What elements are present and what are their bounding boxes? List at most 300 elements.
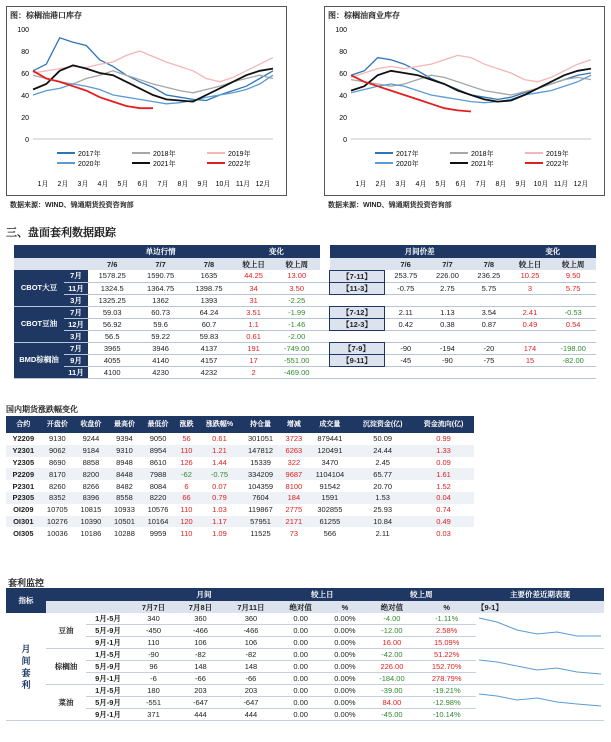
month-label: 7月 xyxy=(64,270,88,282)
futures-cell: Y2209 xyxy=(12,434,35,444)
price-cell: 1590.75 xyxy=(147,271,175,281)
product-label: CBOT大豆 xyxy=(14,270,64,306)
futures-cell: 15339 xyxy=(250,457,271,467)
x-tick-label: 2月 xyxy=(375,181,387,188)
futures-cell: 0.07 xyxy=(212,481,227,491)
week-change: -749.00 xyxy=(284,343,310,353)
x-tick-label: 3月 xyxy=(77,181,89,188)
date-header: 7/8 xyxy=(483,259,495,269)
futures-cell: 56 xyxy=(182,434,191,444)
arb-cell: -466 xyxy=(243,626,259,635)
x-tick-label: 11月 xyxy=(235,181,251,188)
legend-label: 2017年 xyxy=(396,151,419,158)
futures-cell: 8610 xyxy=(149,457,167,467)
futures-cell: 10288 xyxy=(114,528,135,538)
arb-cell: -82 xyxy=(195,650,206,659)
futures-cell: 10186 xyxy=(80,528,102,538)
futures-cell: OI305 xyxy=(13,528,34,538)
price-cell: 59.6 xyxy=(153,319,168,329)
futures-title: 国内期货涨跌幅变化 xyxy=(6,405,78,414)
x-tick-label: 8月 xyxy=(177,181,189,188)
product-label: 豆油 xyxy=(58,626,74,635)
day-change: 2 xyxy=(251,367,256,377)
arb-cell: -450 xyxy=(145,626,161,635)
spread-day-change xyxy=(510,330,551,342)
blank xyxy=(46,601,130,613)
futures-cell: 11525 xyxy=(250,528,271,538)
chart-source: 数据来源：WIND、锦通期货投资咨询部 xyxy=(10,202,134,209)
futures-cell: 147812 xyxy=(248,446,274,456)
futures-cell: Y2301 xyxy=(12,446,35,456)
price-cell: 4137 xyxy=(200,343,218,353)
arb-cell: -66 xyxy=(245,674,257,683)
day-pct: 0.00% xyxy=(334,626,356,635)
futures-cell: Y2305 xyxy=(12,457,35,467)
arb-cell: -551 xyxy=(145,698,161,707)
gap xyxy=(320,270,330,282)
day-abs: 0.00 xyxy=(293,662,308,671)
month-label: 12月 xyxy=(64,318,88,330)
futures-cell: 61255 xyxy=(319,516,341,526)
futures-header: 合约 xyxy=(6,416,41,433)
futures-cell: 6 xyxy=(184,481,189,491)
legend-label: 2018年 xyxy=(153,151,176,158)
week-abs: -4.00 xyxy=(383,614,401,623)
date-header: 7/8 xyxy=(203,259,215,269)
futures-cell: 110 xyxy=(180,505,193,515)
date-header: 7/7 xyxy=(155,259,166,269)
futures-cell: 110 xyxy=(180,528,193,538)
day-change: 3.51 xyxy=(246,307,261,317)
product-label: 菜油 xyxy=(58,698,74,707)
futures-cell: 73 xyxy=(289,528,299,538)
futures-cell: -62 xyxy=(181,469,192,479)
x-tick-label: 5月 xyxy=(117,181,129,188)
price-cell: 64.24 xyxy=(199,307,219,317)
price-cell: 4232 xyxy=(200,367,218,377)
futures-cell: 119867 xyxy=(248,505,273,515)
abs-header: 绝对值 xyxy=(289,602,312,612)
legend-label: 2018年 xyxy=(471,151,494,158)
day-abs: 0.00 xyxy=(293,650,308,659)
section-title: 三、盘面套利数据跟踪 xyxy=(6,227,116,239)
futures-cell: 25.93 xyxy=(373,505,393,515)
futures-cell: 10933 xyxy=(114,505,135,515)
futures-cell: 9959 xyxy=(149,528,167,538)
chart-title: 图：棕榈油商业库存 xyxy=(328,11,400,20)
arb-cell: -82 xyxy=(245,650,257,659)
price-cell: 59.83 xyxy=(199,331,219,341)
month-label: 7月 xyxy=(64,342,88,354)
futures-cell: 0.74 xyxy=(436,505,451,515)
week-pct: -12.98% xyxy=(432,698,461,707)
period-label: 9月-1月 xyxy=(95,674,121,683)
futures-header: 增减 xyxy=(280,416,307,433)
futures-cell: OI209 xyxy=(13,505,34,515)
futures-cell: 8396 xyxy=(82,493,100,503)
legend-label: 2021年 xyxy=(153,161,176,168)
arb-cell: 106 xyxy=(194,638,207,647)
month-label: 3月 xyxy=(64,294,88,306)
week-change: 3.50 xyxy=(289,283,305,293)
month-label: 7月 xyxy=(64,306,88,318)
futures-cell: 120491 xyxy=(317,446,343,456)
spread-cell: -20 xyxy=(483,343,495,353)
spread-cell xyxy=(384,294,426,306)
price-cell: 60.7 xyxy=(201,319,217,329)
futures-cell: 8954 xyxy=(149,446,167,456)
price-cell: 1398.75 xyxy=(195,283,223,293)
futures-cell: 24.44 xyxy=(373,446,393,456)
gap xyxy=(320,306,330,318)
spread-cell xyxy=(384,366,426,378)
price-cell: 1325.25 xyxy=(98,295,126,305)
price-cell: 1393 xyxy=(200,295,218,305)
trend-header: 主要价差近期表现 xyxy=(476,588,604,601)
period-label: 5月-9月 xyxy=(95,698,121,707)
arb-table-wrap xyxy=(6,588,604,721)
day-change: 44.25 xyxy=(244,271,263,281)
spread-cell xyxy=(468,366,509,378)
day-abs: 0.00 xyxy=(293,626,308,635)
single-header: 单边行情 xyxy=(88,245,233,258)
arb-cell: 96 xyxy=(149,662,158,671)
spread-cell: -90 xyxy=(442,355,453,365)
spread-cell: -194 xyxy=(439,343,455,353)
week-pct: 278.79% xyxy=(431,674,462,683)
futures-cell: 7988 xyxy=(149,469,167,479)
futures-cell: 8690 xyxy=(49,457,66,467)
pct-header: % xyxy=(341,602,349,612)
arb-cell: 360 xyxy=(244,614,258,623)
week-change: -1.99 xyxy=(288,307,306,317)
futures-cell: 0.04 xyxy=(436,493,451,503)
futures-header: 资金流向(亿) xyxy=(413,416,474,433)
product-label: CBOT豆油 xyxy=(14,306,64,342)
futures-cell: 0.79 xyxy=(212,493,227,503)
price-cell: 4140 xyxy=(152,355,169,365)
y-tick-label: 60 xyxy=(21,71,29,78)
futures-cell: 3470 xyxy=(321,457,339,467)
y-tick-label: 80 xyxy=(21,49,29,56)
x-tick-label: 11月 xyxy=(553,181,569,188)
arb-cell: 444 xyxy=(194,710,207,719)
x-tick-label: 4月 xyxy=(415,181,427,188)
day-abs: 0.00 xyxy=(293,638,308,647)
x-tick-label: 6月 xyxy=(137,181,149,188)
gap xyxy=(320,258,330,270)
week-change: 13.00 xyxy=(287,271,307,281)
spread-cell: -75 xyxy=(483,355,495,365)
spread-day-change: 10.25 xyxy=(520,271,540,281)
spread-cell xyxy=(468,330,509,342)
price-cell: 1635 xyxy=(200,271,218,281)
week-pct: 51.22% xyxy=(433,650,460,659)
futures-cell: 1.33 xyxy=(436,446,451,456)
sparkline-path xyxy=(479,660,601,674)
arb-cell: -66 xyxy=(195,674,206,683)
spread-cell: 2.75 xyxy=(440,283,455,293)
chart-source: 数据来源：WIND、锦通期货投资咨询部 xyxy=(328,202,452,209)
week-pct: 2.58% xyxy=(436,626,458,635)
y-tick-label: 100 xyxy=(335,27,347,34)
arb-cell: 110 xyxy=(147,638,160,647)
price-cell: 4100 xyxy=(103,367,121,377)
x-tick-label: 8月 xyxy=(495,181,507,188)
spread-day-change: 174 xyxy=(523,343,537,353)
futures-cell: 302855 xyxy=(317,505,343,515)
spread-week-change: 9.50 xyxy=(565,271,581,281)
day-abs: 0.00 xyxy=(293,710,308,719)
legend-label: 2017年 xyxy=(78,151,101,158)
x-tick-label: 1月 xyxy=(355,181,367,188)
legend-label: 2021年 xyxy=(471,161,494,168)
chart-title: 图：棕榈油港口库存 xyxy=(10,11,82,20)
y-tick-label: 40 xyxy=(21,93,29,100)
futures-cell: 91542 xyxy=(319,481,341,491)
futures-cell: 10815 xyxy=(80,505,102,515)
vs-prev-day: 较上日 xyxy=(518,259,542,269)
spread-week-change xyxy=(550,366,596,378)
spread-table xyxy=(14,245,596,379)
arb-cell: 371 xyxy=(147,710,160,719)
spread-cell: 2.11 xyxy=(398,307,413,317)
y-tick-label: 0 xyxy=(25,137,29,144)
futures-cell: 1.52 xyxy=(436,481,451,491)
day-pct: 0.00% xyxy=(334,662,356,671)
spread-label xyxy=(330,294,385,306)
y-tick-label: 100 xyxy=(17,27,29,34)
futures-cell: 1.21 xyxy=(212,446,227,456)
spread-cell xyxy=(427,330,468,342)
spread-week-change: -82.00 xyxy=(562,355,584,365)
spread-cell xyxy=(468,294,509,306)
futures-cell: 322 xyxy=(287,457,301,467)
blank-header xyxy=(46,588,130,601)
futures-header: 沉淀资金(亿) xyxy=(352,416,413,433)
futures-cell: 334209 xyxy=(248,469,274,479)
futures-header: 最低价 xyxy=(141,416,175,433)
spread-cell: -45 xyxy=(400,355,412,365)
arb-cell: -466 xyxy=(192,626,208,635)
futures-cell: P2305 xyxy=(12,493,35,503)
change-header: 变化 xyxy=(510,245,596,258)
day-pct: 0.00% xyxy=(334,614,356,623)
futures-cell: 879441 xyxy=(317,434,343,444)
vs-prev-week: 较上周 xyxy=(561,259,585,269)
x-tick-label: 7月 xyxy=(475,181,487,188)
spread-table-wrap xyxy=(14,245,596,379)
futures-header: 成交量 xyxy=(308,416,353,433)
spread-day-change: 2.41 xyxy=(522,307,538,317)
futures-cell: 9244 xyxy=(82,434,100,444)
futures-cell: 2.45 xyxy=(375,457,390,467)
futures-cell: 0.03 xyxy=(436,528,451,538)
futures-cell: 0.61 xyxy=(212,434,227,444)
futures-cell: 10576 xyxy=(147,505,169,515)
spread-day-change: 15 xyxy=(525,355,535,365)
futures-cell: 126 xyxy=(180,457,193,467)
week-abs: -42.00 xyxy=(381,650,403,659)
period-label: 9月-1月 xyxy=(95,638,121,647)
week-pct: -10.14% xyxy=(432,710,461,719)
trend-label: 【9-1】 xyxy=(477,602,503,612)
futures-cell: 9184 xyxy=(82,446,100,456)
spread-day-change xyxy=(510,294,551,306)
futures-cell: 0.09 xyxy=(436,457,451,467)
spread-week-change: -198.00 xyxy=(560,343,586,353)
futures-cell: 104359 xyxy=(248,481,274,491)
y-tick-label: 20 xyxy=(339,115,347,122)
price-cell: 60.73 xyxy=(151,307,170,317)
spread-week-change: 0.54 xyxy=(565,319,581,329)
price-cell: 3965 xyxy=(103,343,121,353)
spread-cell xyxy=(427,366,468,378)
port-inventory-chart xyxy=(6,6,287,196)
futures-cell: 7604 xyxy=(252,493,269,503)
week-change: -2.00 xyxy=(288,331,306,341)
spread-label: 【7-11】 xyxy=(330,270,385,282)
trend-sparkline xyxy=(477,614,603,646)
date-header: 7/7 xyxy=(442,259,453,269)
gap xyxy=(320,294,330,306)
day-abs: 0.00 xyxy=(293,614,308,623)
sparkline-path xyxy=(479,618,601,636)
day-abs: 0.00 xyxy=(293,686,308,695)
futures-cell: 1591 xyxy=(321,493,339,503)
day-change: 1.1 xyxy=(248,319,259,329)
y-tick-label: 0 xyxy=(343,137,347,144)
futures-cell: 1.09 xyxy=(212,528,227,538)
futures-cell: 1.44 xyxy=(212,457,227,467)
y-tick-label: 20 xyxy=(21,115,29,122)
legend-label: 2022年 xyxy=(546,161,569,168)
futures-cell: 2.11 xyxy=(375,528,390,538)
legend-label: 2020年 xyxy=(396,161,419,168)
legend-label: 2019年 xyxy=(546,151,569,158)
blank xyxy=(64,258,88,270)
month-header: 月间 xyxy=(130,588,278,601)
period-label: 1月-5月 xyxy=(95,650,121,659)
price-cell: 1364.75 xyxy=(147,283,175,293)
legend-label: 2022年 xyxy=(228,161,251,168)
x-tick-label: 9月 xyxy=(197,181,209,188)
month-label: 3月 xyxy=(64,330,88,342)
period-label: 1月-5月 xyxy=(95,614,121,623)
futures-cell: 50.09 xyxy=(373,434,393,444)
date-header: 7月11日 xyxy=(237,602,265,612)
commercial-inventory-chart xyxy=(324,6,605,196)
spread-label: 【7-9】 xyxy=(330,342,385,354)
month-label: 11月 xyxy=(64,282,88,294)
arb-cell: 106 xyxy=(244,638,258,647)
futures-cell: 110 xyxy=(180,446,193,456)
futures-cell: 10276 xyxy=(46,516,68,526)
futures-cell: P2209 xyxy=(12,469,35,479)
futures-cell: 184 xyxy=(287,493,301,503)
spread-day-change: 0.49 xyxy=(522,319,538,329)
blank xyxy=(330,258,385,270)
arb-cell: 203 xyxy=(244,686,258,695)
futures-cell: 8200 xyxy=(82,469,100,479)
date-header: 7月7日 xyxy=(141,602,166,612)
date-header: 7/6 xyxy=(400,259,411,269)
futures-header: 持仓量 xyxy=(241,416,280,433)
futures-cell: 8482 xyxy=(116,481,133,491)
trend-sparkline-cell xyxy=(476,685,604,721)
prev-week-header: 较上周 xyxy=(367,588,477,601)
gap xyxy=(320,245,330,258)
futures-cell: 1104104 xyxy=(315,469,345,479)
futures-cell: 6263 xyxy=(285,446,303,456)
week-abs: -184.00 xyxy=(379,674,405,683)
product-label: BMD棕榈油 xyxy=(14,342,64,378)
arb-cell: -647 xyxy=(192,698,208,707)
futures-header: 涨跌 xyxy=(175,416,198,433)
futures-cell: 65.77 xyxy=(373,469,393,479)
spread-cell: -90 xyxy=(400,343,412,353)
blank-header xyxy=(14,245,64,258)
change-header: 变化 xyxy=(233,245,319,258)
futures-table-wrap xyxy=(6,416,474,539)
futures-cell: 8084 xyxy=(149,481,167,491)
futures-cell: 1.03 xyxy=(212,505,227,515)
x-tick-label: 3月 xyxy=(395,181,407,188)
day-change: 34 xyxy=(249,283,258,293)
day-pct: 0.00% xyxy=(334,710,356,719)
spread-cell: 5.75 xyxy=(481,283,497,293)
futures-cell: 8260 xyxy=(49,481,66,491)
arb-cell: 180 xyxy=(147,686,160,695)
week-pct: 15.09% xyxy=(433,638,460,647)
futures-cell: 8558 xyxy=(116,493,133,503)
futures-cell: 2775 xyxy=(285,505,303,515)
y-tick-label: 80 xyxy=(339,49,347,56)
month-label: 9月 xyxy=(64,354,88,366)
indicator-header: 指标 xyxy=(6,588,46,613)
arb-cell: 340 xyxy=(147,614,160,623)
month-label: 11月 xyxy=(64,366,88,378)
week-abs: -45.00 xyxy=(381,710,403,719)
period-label: 1月-5月 xyxy=(95,686,121,695)
gap xyxy=(320,366,330,378)
legend-label: 2019年 xyxy=(228,151,251,158)
futures-cell: 1.53 xyxy=(375,493,390,503)
period-label: 5月-9月 xyxy=(95,626,121,635)
futures-cell: -0.75 xyxy=(210,469,229,479)
x-tick-label: 4月 xyxy=(97,181,109,188)
futures-cell: 8448 xyxy=(116,469,133,479)
prev-day-header: 较上日 xyxy=(278,588,367,601)
spread-week-change xyxy=(550,330,596,342)
price-cell: 56.5 xyxy=(104,331,120,341)
spread-week-change: -0.53 xyxy=(564,307,582,317)
futures-cell: 120 xyxy=(180,516,193,526)
trend-sparkline xyxy=(477,686,603,718)
trend-sparkline-cell xyxy=(476,613,604,649)
blank-header xyxy=(64,245,88,258)
price-cell: 59.03 xyxy=(102,307,122,317)
day-abs: 0.00 xyxy=(293,674,308,683)
week-abs: 16.00 xyxy=(382,638,402,647)
week-change: -1.46 xyxy=(288,319,306,329)
x-tick-label: 12月 xyxy=(255,181,271,188)
day-change: 17 xyxy=(249,355,258,365)
x-tick-label: 12月 xyxy=(573,181,589,188)
spread-cell xyxy=(384,330,426,342)
price-cell: 1578.25 xyxy=(98,271,126,281)
gap xyxy=(320,318,330,330)
